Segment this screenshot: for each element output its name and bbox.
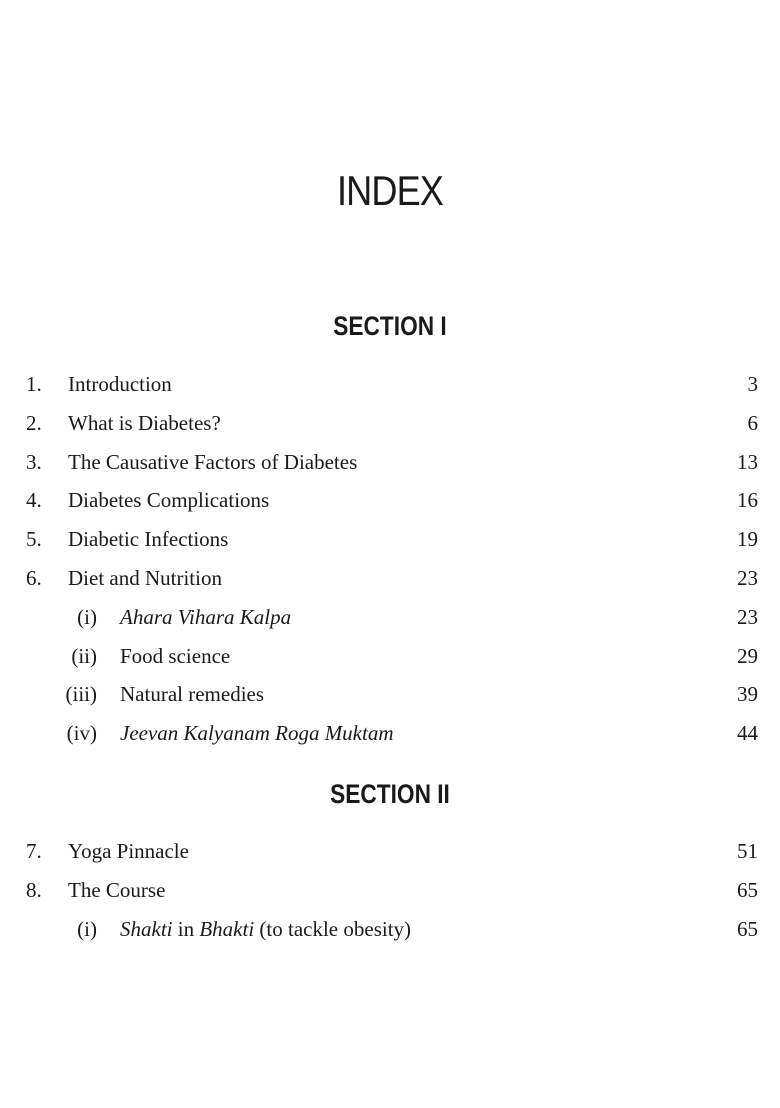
subentry-page-number: 23	[737, 604, 758, 629]
entry-title: Yoga Pinnacle	[68, 839, 189, 863]
subentry-page-number: 29	[737, 643, 758, 668]
toc-subentry[interactable]	[0, 637, 780, 676]
entry-number: 2.	[26, 410, 42, 435]
subentry-title: Ahara Vihara Kalpa	[120, 604, 292, 629]
toc-entry[interactable]	[0, 365, 780, 404]
toc-subentry[interactable]	[0, 675, 780, 714]
subentry-page-number: 65	[737, 916, 758, 941]
entry-page-number: 16	[737, 488, 758, 513]
subentry-title	[120, 910, 411, 949]
entry-page-number: 65	[737, 877, 758, 902]
entry-number: 4.	[26, 488, 42, 513]
toc-subentry[interactable]	[0, 714, 780, 753]
entry-page-number: 13	[737, 449, 758, 474]
entry-title: Diet and Nutrition	[68, 565, 222, 590]
entry-title: Diabetes Complications	[68, 488, 270, 513]
entry-number: 3.	[26, 449, 42, 474]
toc-entry[interactable]	[0, 832, 780, 871]
subentry-page-number: 44	[737, 721, 758, 746]
entry-page-number: 51	[737, 839, 758, 863]
section-heading-2: SECTION II	[330, 779, 450, 809]
entry-title: Introduction	[68, 372, 172, 396]
entry-title: Diabetic Infections	[68, 527, 229, 552]
subentry-title: Jeevan Kalyanam Roga Muktam	[120, 721, 394, 746]
entry-number: 5.	[26, 527, 42, 552]
subentry-title: Food science	[120, 643, 231, 668]
toc-entry[interactable]	[0, 443, 780, 482]
subentry-title-italic-part: Shakti	[120, 916, 173, 941]
subentry-number: (i)	[77, 604, 97, 629]
toc-list-section-1	[0, 365, 780, 753]
subentry-number: (iv)	[66, 721, 97, 746]
entry-number: 1.	[26, 372, 42, 396]
entry-title: What is Diabetes?	[68, 410, 221, 435]
toc-entry[interactable]	[0, 404, 780, 443]
subentry-title-italic-part: Bhakti	[199, 916, 255, 941]
page-title: INDEX	[336, 167, 444, 214]
subentry-page-number: 39	[737, 682, 758, 707]
entry-title: The Causative Factors of Diabetes	[68, 449, 358, 474]
toc-entry[interactable]	[0, 520, 780, 559]
entry-number: 6.	[26, 565, 42, 590]
entry-number: 8.	[26, 877, 42, 902]
entry-page-number: 19	[737, 527, 758, 552]
section-heading-1: SECTION I	[333, 311, 447, 341]
entry-page-number: 6	[747, 410, 758, 435]
subentry-title: Natural remedies	[120, 682, 265, 707]
toc-entry[interactable]	[0, 871, 780, 910]
toc-entry[interactable]	[0, 559, 780, 598]
subentry-number: (iii)	[65, 682, 97, 707]
entry-number: 7.	[26, 839, 42, 863]
subentry-title-part: in	[172, 916, 200, 941]
subentry-number: (ii)	[71, 643, 97, 668]
toc-list-section-2	[0, 832, 780, 948]
entry-title: The Course	[68, 877, 166, 902]
toc-subentry[interactable]	[0, 910, 780, 949]
entry-page-number: 23	[737, 565, 758, 590]
toc-entry[interactable]	[0, 481, 780, 520]
entry-page-number: 3	[747, 372, 758, 396]
toc-subentry[interactable]	[0, 598, 780, 637]
subentry-title-part: (to tackle obesity)	[254, 916, 412, 941]
subentry-number: (i)	[77, 916, 97, 941]
